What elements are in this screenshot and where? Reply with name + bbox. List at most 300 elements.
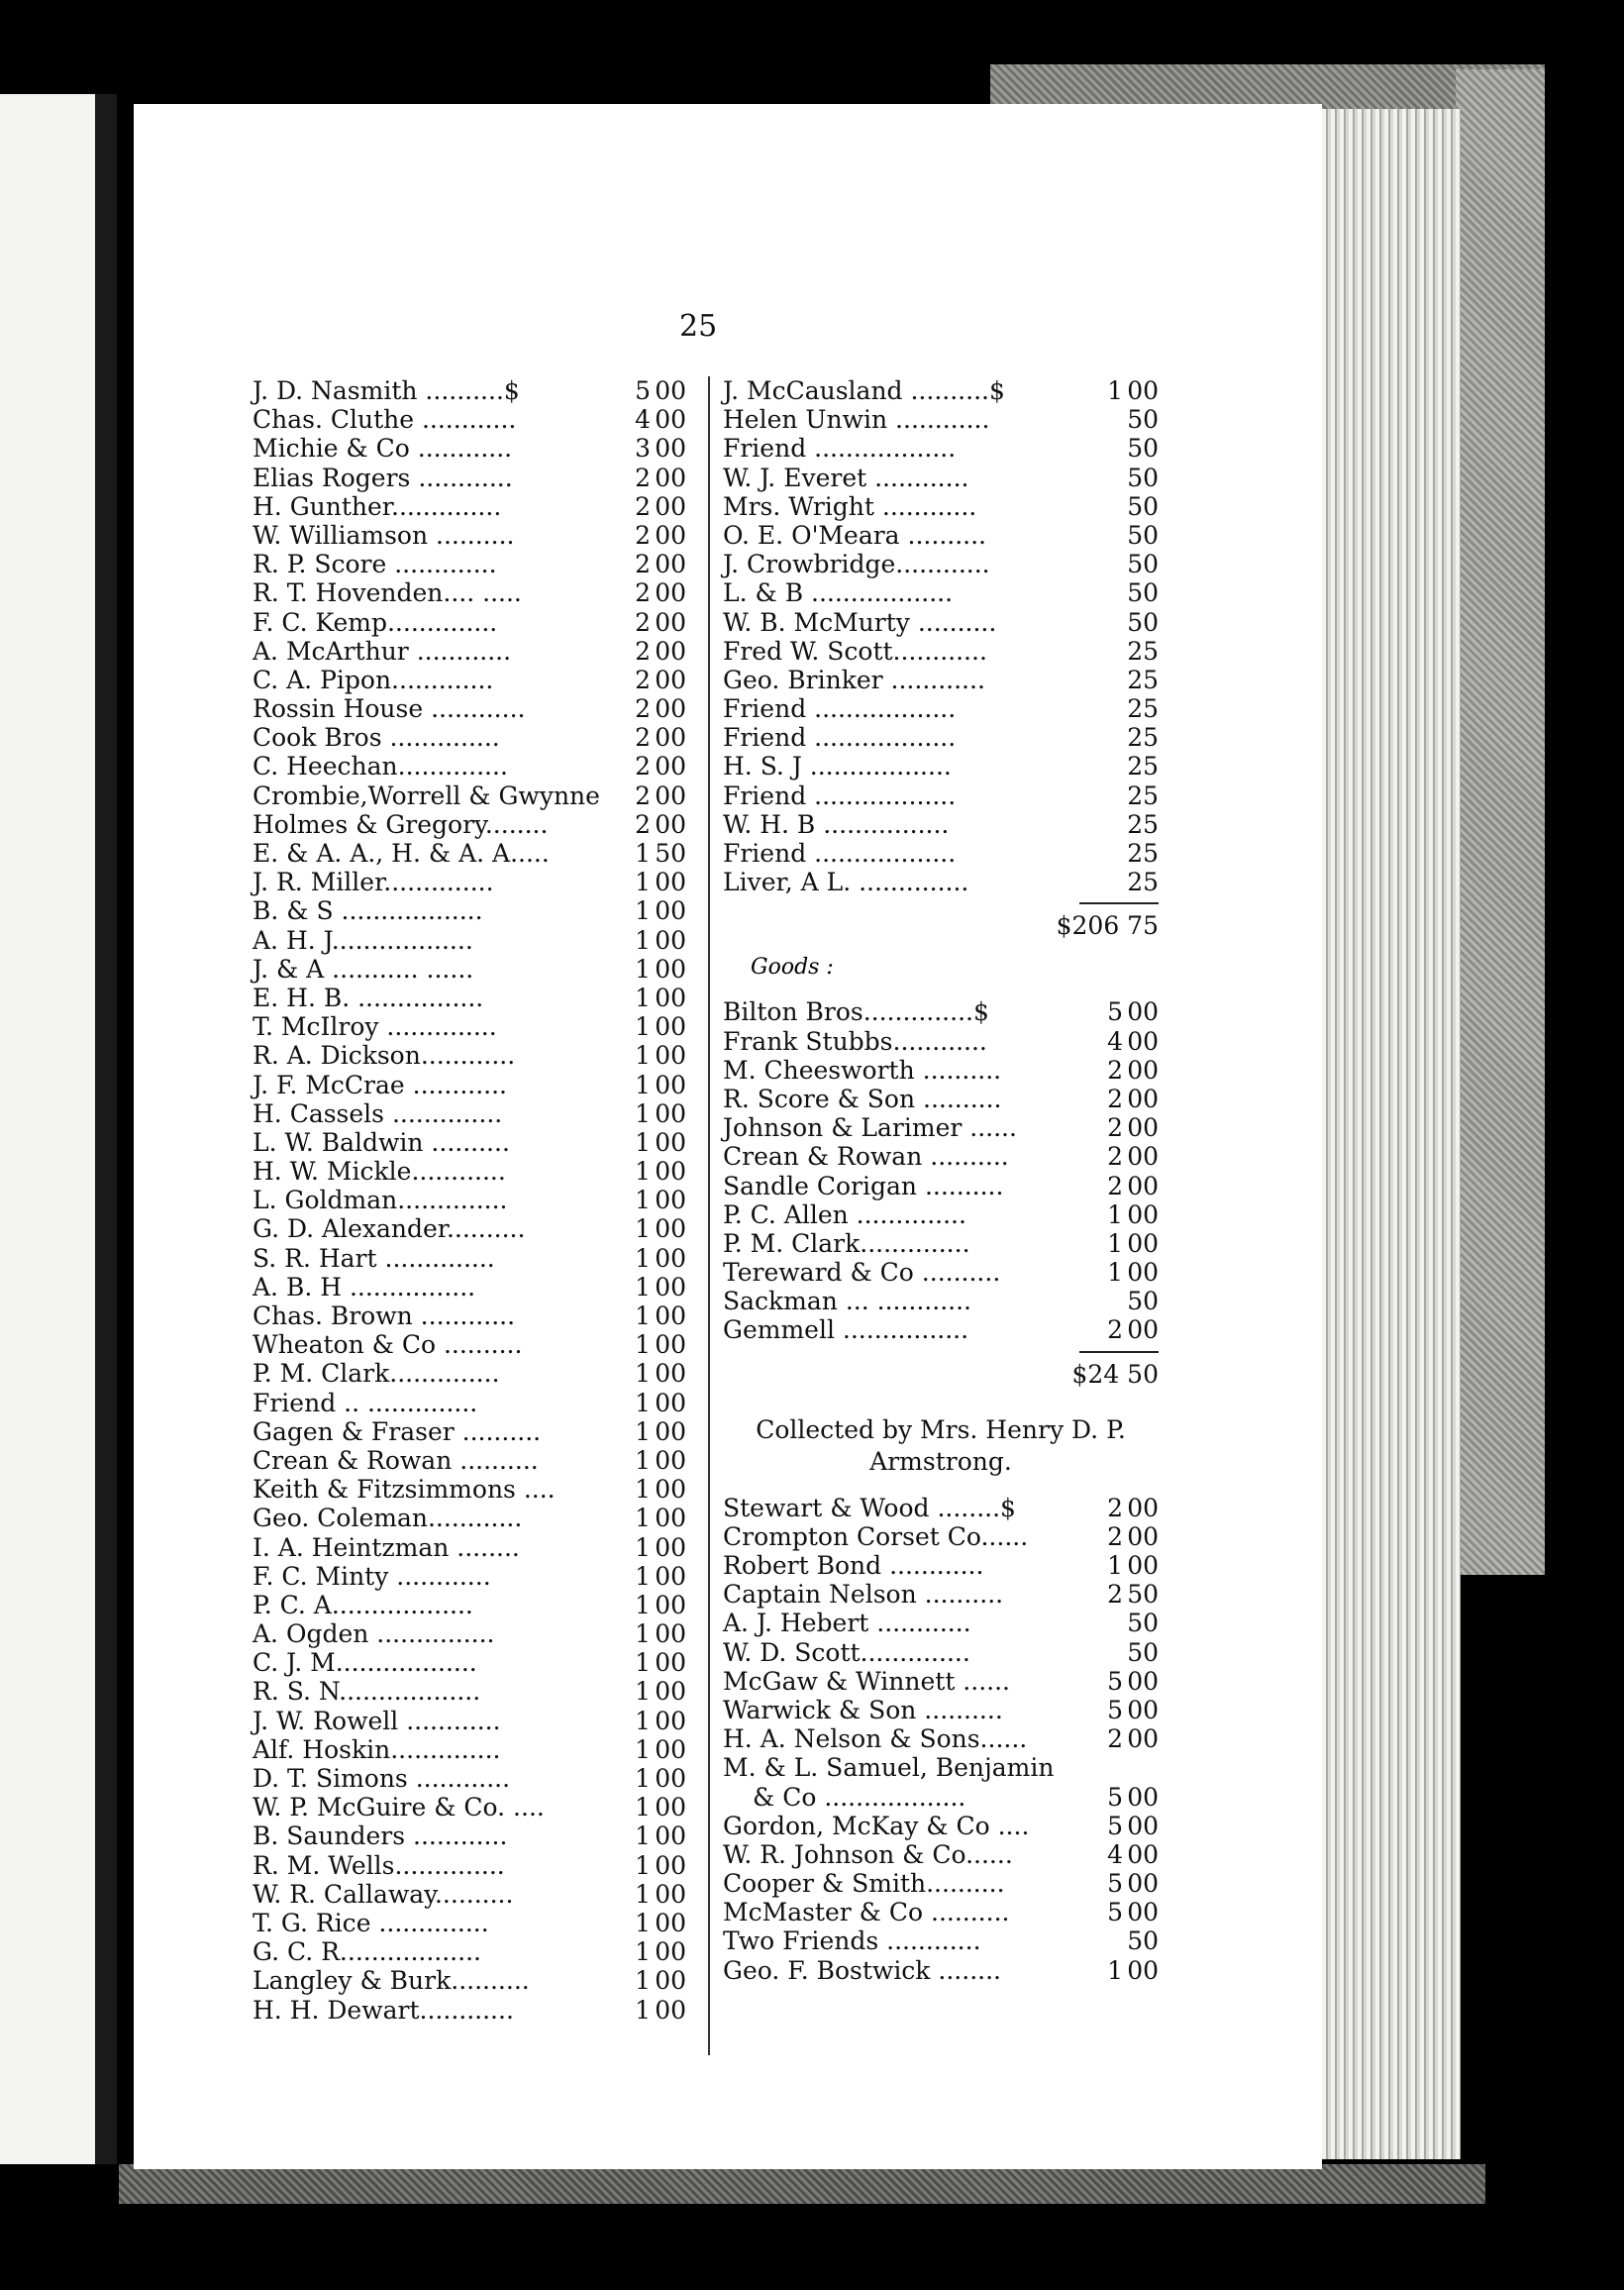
donor-name: H. Gunther..............: [253, 491, 502, 521]
donor-name: Sandle Corigan ..........: [723, 1171, 1004, 1200]
amount-cents: 00: [655, 636, 686, 666]
collected-list: [723, 1494, 1159, 1985]
donation-amount: [615, 1735, 686, 1764]
amount-dollars: 1: [635, 1070, 651, 1099]
amount-cents: 00: [655, 809, 686, 839]
donation-amount: [1087, 1229, 1159, 1258]
list-item: [253, 1735, 686, 1764]
list-item: [253, 955, 686, 984]
amount-dollars: 5: [635, 376, 651, 405]
donor-name: W. Williamson ..........: [253, 520, 515, 550]
amount-cents: 00: [1127, 1898, 1159, 1927]
donor-name: P. C. Allen ..............: [723, 1199, 966, 1229]
binding-cloth-bottom: [119, 2164, 1485, 2204]
donor-name: T. G. Rice ..............: [253, 1908, 489, 1937]
amount-cents: 00: [655, 781, 686, 810]
list-item: [253, 1880, 686, 1909]
amount-dollars: 1: [635, 1127, 651, 1157]
list-item: [253, 810, 686, 839]
amount-dollars: 2: [635, 578, 651, 608]
list-item: [253, 868, 686, 896]
goods-list: [723, 997, 1159, 1344]
donation-amount: [1087, 405, 1159, 434]
amount-cents: 00: [655, 1966, 686, 1996]
amount-dollars: 1: [635, 1706, 651, 1735]
list-item: [253, 550, 686, 578]
list-item: [723, 1753, 1159, 1782]
donation-amount: [1087, 376, 1159, 405]
donor-name: Bilton Bros..............$: [723, 997, 989, 1027]
amount-dollars: 1: [635, 896, 651, 926]
amount-dollars: 1: [1107, 1955, 1123, 1985]
list-item: [253, 839, 686, 868]
donation-amount: [615, 1475, 686, 1504]
subtotal-amount: $206 75: [1056, 911, 1159, 941]
list-item: [723, 1113, 1159, 1142]
donor-name: C. Heechan..............: [253, 752, 508, 781]
amount-cents: 50: [1127, 434, 1159, 464]
amount-cents: 00: [655, 954, 686, 984]
amount-cents: 50: [1127, 578, 1159, 608]
donor-name: Geo. Coleman............: [253, 1504, 523, 1533]
column-divider: [708, 376, 710, 2055]
donor-name: Rossin House ............: [253, 694, 526, 724]
list-item: [253, 1446, 686, 1475]
donation-amount: [615, 1533, 686, 1562]
amount-dollars: 2: [1107, 1521, 1123, 1551]
donation-amount: [1087, 1812, 1159, 1840]
donor-name: C. A. Pipon.............: [253, 665, 494, 694]
list-item: [253, 492, 686, 521]
donor-name: J. D. Nasmith ..........$: [253, 376, 520, 405]
donor-name: J. W. Rowell ............: [253, 1706, 501, 1735]
donation-amount: [615, 1793, 686, 1822]
amount-cents: 25: [1127, 694, 1159, 724]
list-item: [253, 521, 686, 550]
amount-dollars: 4: [1107, 1026, 1123, 1056]
binding-cloth-right: [1456, 69, 1545, 1575]
donor-name: J. & A ........... ......: [253, 954, 474, 984]
amount-cents: 00: [655, 896, 686, 926]
donor-name: Wheaton & Co ..........: [253, 1330, 523, 1360]
amount-dollars: 1: [635, 983, 651, 1012]
donation-amount: [1087, 1638, 1159, 1667]
list-item: [723, 723, 1159, 752]
amount-dollars: 1: [635, 1677, 651, 1707]
amount-cents: 00: [655, 1012, 686, 1042]
amount-dollars: 2: [1107, 1493, 1123, 1522]
list-item: [723, 434, 1159, 463]
list-item: [723, 1551, 1159, 1580]
amount-dollars: 1: [635, 1648, 651, 1678]
amount-dollars: 1: [635, 868, 651, 897]
donation-amount: [615, 1880, 686, 1909]
amount-cents: 00: [1127, 376, 1159, 405]
donor-name: McGaw & Winnett ......: [723, 1666, 1010, 1696]
amount-cents: 50: [1127, 520, 1159, 550]
list-item: [253, 464, 686, 492]
facing-page-edge: [0, 94, 117, 2164]
donation-amount: [615, 550, 686, 578]
list-item: [723, 550, 1159, 578]
list-item: [723, 1638, 1159, 1667]
donor-name: W. D. Scott..............: [723, 1637, 970, 1667]
list-item: [253, 1966, 686, 1995]
amount-cents: 00: [655, 1504, 686, 1533]
amount-dollars: 1: [635, 954, 651, 984]
list-item: [723, 1494, 1159, 1522]
list-item: [253, 1330, 686, 1359]
donation-amount: [615, 1909, 686, 1937]
list-item: [253, 1533, 686, 1562]
donation-amount: [615, 1041, 686, 1070]
donation-amount: [615, 1359, 686, 1388]
list-item: [723, 1724, 1159, 1753]
amount-cents: 00: [655, 1590, 686, 1619]
donor-name: Alf. Hoskin..............: [253, 1734, 501, 1764]
amount-cents: 00: [655, 1822, 686, 1851]
amount-cents: 00: [1127, 1493, 1159, 1522]
donor-name: Helen Unwin ............: [723, 405, 990, 435]
amount-cents: 00: [655, 1706, 686, 1735]
donation-amount: [615, 896, 686, 925]
list-item: [723, 1172, 1159, 1200]
donor-name: Cooper & Smith..........: [723, 1869, 1005, 1899]
donation-amount: [1087, 1027, 1159, 1056]
donation-amount: [615, 1417, 686, 1446]
list-item: [253, 1764, 686, 1793]
donor-name: I. A. Heintzman ........: [253, 1532, 520, 1562]
amount-dollars: 1: [635, 1908, 651, 1937]
donor-name: R. P. Score .............: [253, 550, 497, 579]
donation-amount: [1087, 781, 1159, 810]
amount-cents: 50: [1127, 1926, 1159, 1956]
amount-dollars: 1: [635, 1561, 651, 1591]
amount-dollars: 1: [635, 1734, 651, 1764]
list-item: [723, 810, 1159, 839]
donor-name: & Co ..................: [753, 1782, 966, 1812]
donor-name: Elias Rogers ............: [253, 463, 513, 492]
amount-cents: 00: [655, 1301, 686, 1330]
amount-cents: 25: [1127, 809, 1159, 839]
donor-name: D. T. Simons ............: [253, 1764, 511, 1793]
donation-amount: [1087, 1551, 1159, 1580]
donor-name: C. J. M..................: [253, 1648, 477, 1678]
list-item: [253, 1157, 686, 1186]
amount-dollars: 2: [1107, 1171, 1123, 1200]
amount-cents: 00: [655, 550, 686, 579]
list-item: [723, 839, 1159, 868]
donor-name: Cook Bros ..............: [253, 723, 500, 753]
collected-heading-line-1: Collected by Mrs. Henry D. P.: [756, 1414, 1126, 1444]
amount-cents: 00: [1127, 1228, 1159, 1258]
amount-dollars: 1: [635, 1879, 651, 1909]
list-item: [723, 637, 1159, 666]
donation-amount: [615, 376, 686, 405]
amount-dollars: 1: [635, 1532, 651, 1562]
amount-cents: 00: [655, 607, 686, 637]
amount-cents: 00: [655, 665, 686, 694]
donation-amount: [1087, 723, 1159, 752]
donor-name: E. & A. A., H. & A. A.....: [253, 839, 550, 868]
donation-amount: [1087, 1315, 1159, 1344]
donation-amount: [615, 1764, 686, 1793]
donation-amount: [615, 666, 686, 694]
donor-name: T. McIlroy ..............: [253, 1012, 497, 1042]
list-item: [253, 1417, 686, 1446]
donation-amount: [1087, 578, 1159, 607]
list-item: [723, 405, 1159, 434]
donor-name: M. & L. Samuel, Benjamin: [723, 1753, 1055, 1783]
donation-amount: [1087, 1898, 1159, 1926]
amount-cents: 00: [655, 520, 686, 550]
donation-amount: [615, 405, 686, 434]
amount-cents: 00: [1127, 1084, 1159, 1113]
donation-amount: [615, 723, 686, 752]
list-item: [723, 1142, 1159, 1171]
donation-amount: [1087, 1258, 1159, 1287]
donor-name: Mrs. Wright ............: [723, 491, 977, 521]
list-item: [253, 781, 686, 810]
donor-name: H. Cassels ..............: [253, 1098, 503, 1128]
amount-cents: 00: [655, 1359, 686, 1389]
donation-amount: [1087, 1522, 1159, 1551]
amount-dollars: 5: [1107, 997, 1123, 1027]
list-item: [723, 1667, 1159, 1696]
subtotal-row: [723, 904, 1159, 948]
amount-dollars: 2: [635, 636, 651, 666]
amount-cents: 50: [1127, 1609, 1159, 1638]
list-item: [723, 1056, 1159, 1085]
donation-amount: [1087, 637, 1159, 666]
right-column: [723, 376, 1159, 1985]
amount-cents: 50: [1127, 491, 1159, 521]
list-item: [253, 1071, 686, 1099]
amount-cents: 00: [1127, 1724, 1159, 1754]
list-item: [723, 1869, 1159, 1898]
amount-dollars: 2: [635, 665, 651, 694]
donor-name: Johnson & Larimer ......: [723, 1113, 1017, 1143]
donor-name: Gagen & Fraser ..........: [253, 1416, 542, 1446]
donor-name: Stewart & Wood ........$: [723, 1493, 1016, 1522]
donor-name: Sackman ... ............: [723, 1287, 971, 1316]
amount-cents: 00: [1127, 1811, 1159, 1840]
amount-cents: 00: [655, 376, 686, 405]
list-item: [253, 1707, 686, 1735]
left-column-list: [253, 376, 686, 2025]
goods-label: Goods :: [751, 955, 834, 981]
donor-name: P. C. A..................: [253, 1590, 473, 1619]
amount-cents: 00: [655, 1995, 686, 2025]
amount-dollars: 1: [635, 1445, 651, 1475]
amount-cents: 00: [655, 1937, 686, 1967]
donation-amount: [615, 1996, 686, 2025]
amount-dollars: 1: [635, 839, 651, 868]
amount-dollars: 1: [635, 1416, 651, 1446]
amount-cents: 25: [1127, 665, 1159, 694]
amount-cents: 00: [1127, 1055, 1159, 1085]
donor-name: Langley & Burk..........: [253, 1966, 530, 1996]
amount-cents: 00: [655, 1388, 686, 1417]
amount-dollars: 1: [635, 1359, 651, 1389]
donation-amount: [615, 1128, 686, 1157]
amount-cents: 00: [655, 1677, 686, 1707]
donor-name: L. & B ..................: [723, 578, 954, 608]
list-item: [253, 1909, 686, 1937]
amount-cents: 50: [1127, 1637, 1159, 1667]
amount-dollars: 2: [635, 723, 651, 753]
donation-amount: [1087, 1926, 1159, 1955]
list-item: [253, 608, 686, 637]
amount-cents: 00: [1127, 1839, 1159, 1869]
donor-name: H. H. Dewart............: [253, 1995, 514, 2025]
donation-amount: [615, 1648, 686, 1677]
page-number: 25: [679, 309, 718, 344]
list-item: [723, 868, 1159, 896]
donor-name: Frank Stubbs............: [723, 1026, 987, 1056]
donation-amount: [615, 492, 686, 521]
donor-name: R. Score & Son ..........: [723, 1084, 1002, 1113]
list-item: [723, 1287, 1159, 1315]
donation-amount: [615, 1012, 686, 1041]
donation-amount: [615, 464, 686, 492]
donation-amount: [1087, 1667, 1159, 1696]
list-item: [253, 1389, 686, 1417]
amount-dollars: 2: [635, 607, 651, 637]
list-item: [723, 1315, 1159, 1344]
amount-cents: 00: [1127, 1026, 1159, 1056]
donor-name: R. M. Wells..............: [253, 1850, 505, 1880]
amount-cents: 00: [655, 405, 686, 435]
donor-name: J. Crowbridge............: [723, 550, 990, 579]
donation-amount: [1087, 492, 1159, 521]
amount-dollars: 2: [635, 752, 651, 781]
amount-cents: 50: [1127, 463, 1159, 492]
amount-cents: 00: [1127, 1782, 1159, 1812]
list-item: [253, 694, 686, 723]
donor-name: Keith & Fitzsimmons ....: [253, 1475, 556, 1505]
donor-name: L. Goldman..............: [253, 1186, 508, 1215]
donation-amount: [1087, 1494, 1159, 1522]
donation-amount: [1087, 868, 1159, 896]
donation-amount: [1087, 1696, 1159, 1724]
donation-amount: [1087, 1869, 1159, 1898]
amount-dollars: 1: [635, 1937, 651, 1967]
list-item: [253, 1591, 686, 1619]
donation-amount: [615, 1330, 686, 1359]
list-item: [723, 464, 1159, 492]
amount-cents: 00: [655, 1186, 686, 1215]
amount-dollars: 2: [1107, 1724, 1123, 1754]
donation-amount: [615, 578, 686, 607]
donation-amount: [615, 608, 686, 637]
amount-cents: 00: [655, 925, 686, 955]
list-item: [723, 1580, 1159, 1609]
donation-amount: [615, 1273, 686, 1301]
amount-cents: 00: [655, 1793, 686, 1822]
amount-cents: 00: [655, 1879, 686, 1909]
donation-amount: [1087, 1580, 1159, 1609]
donor-name: W. R. Johnson & Co......: [723, 1839, 1013, 1869]
amount-dollars: 1: [1107, 1258, 1123, 1288]
amount-dollars: 1: [635, 1850, 651, 1880]
amount-cents: 00: [655, 1619, 686, 1649]
amount-dollars: 1: [635, 1157, 651, 1187]
donation-amount: [615, 1851, 686, 1880]
collected-heading: [723, 1414, 1159, 1478]
donor-name: F. C. Minty ............: [253, 1561, 491, 1591]
donation-amount: [615, 434, 686, 463]
amount-cents: 00: [1127, 1955, 1159, 1985]
amount-cents: 25: [1127, 868, 1159, 897]
amount-dollars: 1: [635, 1186, 651, 1215]
amount-dollars: 1: [635, 1214, 651, 1244]
list-item: [253, 1937, 686, 1966]
donation-amount: [615, 1157, 686, 1186]
list-item: [723, 694, 1159, 723]
donor-name: B. & S ..................: [253, 896, 483, 926]
donor-name: H. W. Mickle............: [253, 1157, 506, 1187]
donation-amount: [1087, 839, 1159, 868]
list-item: [253, 1214, 686, 1243]
amount-cents: 50: [1127, 550, 1159, 579]
amount-dollars: 2: [635, 463, 651, 492]
amount-dollars: 5: [1107, 1898, 1123, 1927]
amount-cents: 00: [655, 1330, 686, 1360]
donor-name: F. C. Kemp..............: [253, 607, 498, 637]
amount-cents: 00: [655, 1532, 686, 1562]
donation-amount: [615, 1244, 686, 1273]
amount-dollars: 1: [635, 1619, 651, 1649]
donation-amount: [1087, 1840, 1159, 1869]
amount-cents: 00: [655, 1734, 686, 1764]
donor-name: W. R. Callaway..........: [253, 1879, 514, 1909]
donor-name: Friend ..................: [723, 694, 957, 724]
donation-amount: [1087, 1753, 1159, 1782]
amount-cents: 00: [655, 578, 686, 608]
list-item: [723, 608, 1159, 637]
amount-cents: 00: [655, 1475, 686, 1505]
donor-name: Friend ..................: [723, 723, 957, 753]
donation-amount: [1087, 1287, 1159, 1315]
amount-cents: 00: [1127, 1113, 1159, 1143]
donor-name: Geo. Brinker ............: [723, 665, 985, 694]
amount-cents: 00: [655, 1561, 686, 1591]
amount-dollars: 1: [635, 1301, 651, 1330]
list-item: [253, 984, 686, 1012]
donation-amount: [1087, 1142, 1159, 1171]
list-item: [723, 1609, 1159, 1637]
gutter-shadow: [95, 94, 117, 2164]
amount-dollars: 2: [635, 550, 651, 579]
donation-amount: [615, 1446, 686, 1475]
amount-cents: 00: [655, 1416, 686, 1446]
list-item: [253, 578, 686, 607]
donor-name: H. A. Nelson & Sons......: [723, 1724, 1028, 1754]
donor-name: Fred W. Scott............: [723, 636, 987, 666]
list-item: [253, 723, 686, 752]
amount-cents: 00: [1127, 1521, 1159, 1551]
donation-amount: [615, 1677, 686, 1706]
donation-amount: [615, 1562, 686, 1591]
donor-name: Crombie,Worrell & Gwynne: [253, 781, 600, 810]
amount-cents: 50: [1127, 405, 1159, 435]
amount-cents: 00: [1127, 1171, 1159, 1200]
donor-name: A. McArthur ............: [253, 636, 512, 666]
donation-amount: [615, 984, 686, 1012]
amount-dollars: 1: [635, 1330, 651, 1360]
donation-amount: [615, 1591, 686, 1619]
